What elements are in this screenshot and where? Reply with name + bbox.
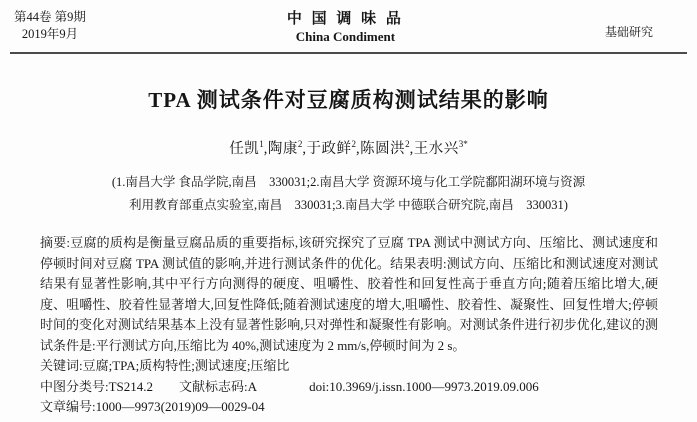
author-affil-mark: 2 <box>405 139 410 150</box>
author-separator: , <box>263 141 268 157</box>
author-separator: , <box>302 141 307 157</box>
author-separator: , <box>356 141 361 157</box>
journal-masthead <box>0 0 697 45</box>
header-divider <box>10 52 687 54</box>
author-list <box>0 137 697 158</box>
affiliations <box>0 171 697 217</box>
journal-name-cn: 中 国 调 味 品 <box>286 11 404 27</box>
issue-date: 2019年9月 <box>21 27 79 41</box>
abstract-text: 摘要:豆腐的质构是衡量豆腐品质的重要指标,该研究探究了豆腐 TPA 测试中测试方向、压缩比、测试速度和停顿时间对豆腐 TPA 测试值的影响,并进行测试条件的优化。结果表明:测试方向、压缩比和测试速度对测试结果有显著性影响,其中平行方向测得的硬度、咀嚼性、胶着性和回复性高于垂直方向;随着压缩比增大,硬度、咀嚼性、胶着性显著增大,回复性降低;随着测试速度的增大,咀嚼性、胶着性、凝聚性、回复性增大;停顿时间的变化对测试结果基本上没有显著性影响,只对弹性和凝聚性有影响。对测试条件进行初步优化,建议的测试条件是:平行测试方向,压缩比为 40%,测试速度为 2 mm/s,停顿时间为 2 s。 <box>40 235 658 353</box>
front-matter <box>40 233 658 418</box>
document-code: 文献标志码:A <box>179 378 258 394</box>
volume-issue: 第44卷 第9期 <box>14 10 86 24</box>
author-name: 陶康 <box>267 141 298 157</box>
clc-number: 中图分类号:TS214.2 <box>40 378 154 394</box>
author-affil-mark: 1 <box>259 139 264 150</box>
article-title: TPA 测试条件对豆腐质构测试结果的影响 <box>148 88 549 112</box>
author-affil-mark: 3* <box>458 139 468 150</box>
author-separator: , <box>409 141 414 157</box>
journal-name <box>86 10 605 45</box>
issue-info <box>14 9 86 43</box>
author-affil-mark: 2 <box>351 139 356 150</box>
column-label: 基础研究 <box>604 25 653 39</box>
keywords-line: 关键词:豆腐;TPA;质构特性;测试速度;压缩比 <box>40 358 290 373</box>
author-name: 王水兴 <box>413 141 459 157</box>
author <box>414 141 468 157</box>
indexing-line <box>40 377 658 398</box>
author <box>307 141 357 157</box>
author-affil-mark: 2 <box>297 139 303 150</box>
affiliation-line: (1.南昌大学 食品学院,南昌 330031;2.南昌大学 资源环境与化工学院鄱阳湖环境与资源 <box>111 175 586 189</box>
author-name: 于政鲜 <box>306 141 352 157</box>
author-name: 陈圆洪 <box>360 141 406 157</box>
author <box>268 141 303 157</box>
doi: doi:10.3969/j.issn.1000—9973.2019.09.006 <box>309 378 539 394</box>
affiliation-line: 利用教育部重点实验室,南昌 330031;3.南昌大学 中德联合研究院,南昌 330031) <box>129 198 568 212</box>
author <box>360 141 410 157</box>
journal-name-en: China Condiment <box>295 29 396 44</box>
author <box>229 141 264 157</box>
article-number: 文章编号:1000—9973(2019)09—0029-04 <box>40 399 265 414</box>
author-name: 任凯 <box>229 141 260 157</box>
